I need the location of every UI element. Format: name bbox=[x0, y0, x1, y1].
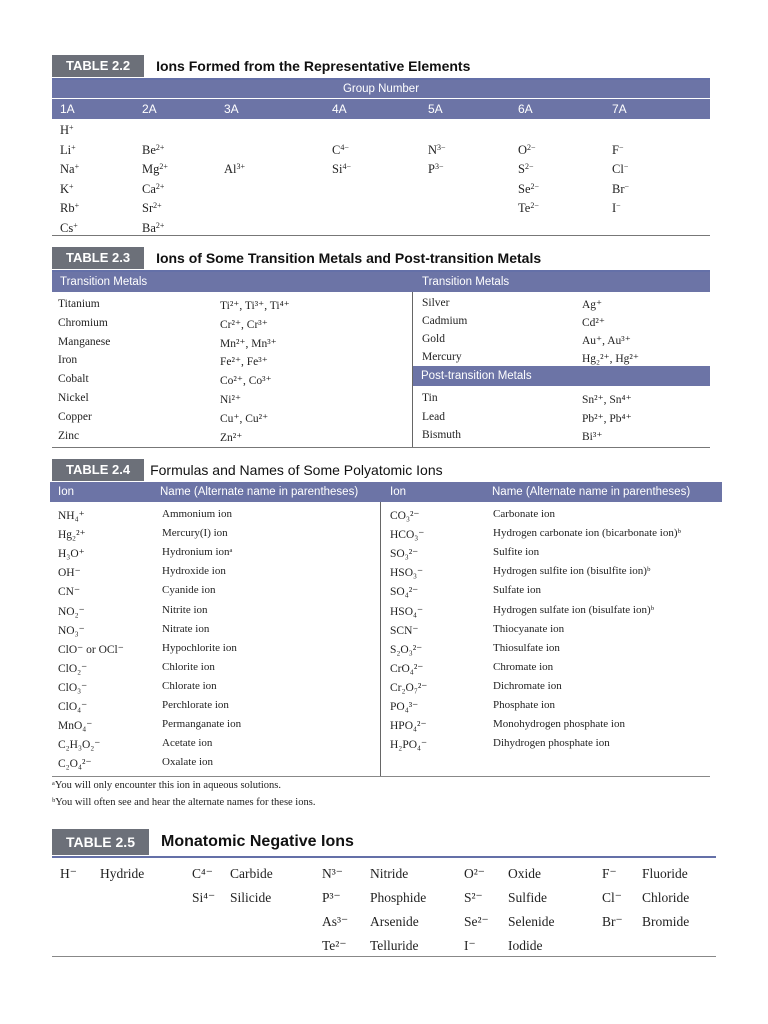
element-symbol: P bbox=[428, 162, 435, 177]
table-2-2-title-row bbox=[52, 54, 710, 80]
ion-charge: 2+ bbox=[155, 142, 165, 152]
column-header: Name (Alternate name in parentheses) bbox=[492, 486, 691, 498]
ion-cell bbox=[142, 221, 164, 236]
table-2-3 bbox=[52, 246, 710, 448]
metal-ions: Fe²⁺, Fe³⁺ bbox=[220, 356, 268, 369]
element-symbol: Al bbox=[224, 162, 237, 177]
ion-name: Mercury(I) ion bbox=[162, 527, 228, 540]
ion-name: Hydrogen sulfate ion (bisulfate ion)ᵇ bbox=[493, 603, 655, 616]
column-header: Name (Alternate name in parentheses) bbox=[160, 486, 359, 498]
group-columns-header bbox=[52, 99, 710, 119]
ion-cell bbox=[60, 162, 79, 177]
transition-metals-header bbox=[52, 272, 710, 292]
element-symbol: N bbox=[428, 142, 438, 157]
metal-name: Cobalt bbox=[58, 373, 89, 386]
ion-formula: MnO₄⁻ bbox=[58, 720, 93, 733]
metal-name: Copper bbox=[58, 410, 92, 423]
ion-formula: H₂PO₄⁻ bbox=[390, 739, 428, 752]
group-column-1a: 1A bbox=[60, 102, 75, 116]
ion-charge: 3− bbox=[434, 162, 444, 172]
element-symbol: K bbox=[60, 181, 70, 196]
ion-formula: HPO₄²⁻ bbox=[390, 720, 427, 733]
metal-ions: Cu⁺, Cu²⁺ bbox=[220, 412, 269, 425]
group-column-4a: 4A bbox=[332, 102, 347, 116]
table-2-3-title-row bbox=[52, 246, 710, 272]
ion-symbol: O²⁻ bbox=[464, 866, 485, 881]
table-2-5-title-row bbox=[52, 828, 716, 858]
ion-name: Nitrate ion bbox=[162, 622, 210, 635]
ion-symbol: S²⁻ bbox=[464, 890, 483, 905]
element-symbol: O bbox=[518, 142, 528, 157]
ion-charge: 3− bbox=[437, 142, 446, 152]
ion-cell bbox=[142, 162, 168, 177]
ion-name: Hypochlorite ion bbox=[162, 641, 237, 654]
ion-formula: OH⁻ bbox=[58, 567, 81, 580]
ion-symbol: P³⁻ bbox=[322, 890, 341, 905]
ion-name: Chromate ion bbox=[493, 660, 554, 673]
element-symbol: Ca bbox=[142, 181, 156, 196]
group-column-7a: 7A bbox=[612, 102, 627, 116]
group-column-2a: 2A bbox=[142, 102, 157, 116]
ion-formula: H₃O⁺ bbox=[58, 548, 85, 561]
element-symbol: Cl bbox=[612, 162, 624, 177]
ion-cell bbox=[60, 182, 74, 197]
element-symbol: Cs bbox=[60, 221, 74, 235]
element-symbol: Te bbox=[518, 201, 531, 216]
metal-name: Cadmium bbox=[422, 315, 468, 327]
element-symbol: Na bbox=[60, 162, 75, 177]
ion-name: Bromide bbox=[642, 914, 690, 929]
ion-name: Phosphide bbox=[370, 890, 427, 905]
ion-charge: + bbox=[69, 123, 74, 132]
ion-name: Hydrogen carbonate ion (bicarbonate ion)ᵇ bbox=[493, 527, 681, 540]
table-2-4-header bbox=[50, 482, 722, 502]
ion-symbol: Te²⁻ bbox=[322, 938, 347, 953]
ion-charge: − bbox=[624, 181, 630, 191]
table-2-5-body bbox=[52, 858, 716, 957]
table-2-4-body bbox=[52, 502, 710, 777]
metal-name: Zinc bbox=[58, 429, 80, 442]
metal-ions: Mn²⁺, Mn³⁺ bbox=[220, 337, 277, 350]
ion-name: Oxalate ion bbox=[162, 756, 214, 769]
ion-name: Oxide bbox=[508, 866, 541, 881]
ion-charge: + bbox=[69, 181, 74, 191]
table-badge: TABLE 2.4 bbox=[52, 459, 144, 481]
group-number-label: Group Number bbox=[342, 83, 420, 95]
ion-symbol: Si⁴⁻ bbox=[192, 890, 216, 905]
footnote-a: ᵃYou will only encounter this ion in aqueous solutions. bbox=[52, 780, 282, 791]
ion-formula: SO₄²⁻ bbox=[390, 586, 419, 599]
table-2-4 bbox=[52, 458, 710, 818]
ion-name: Thiocyanate ion bbox=[493, 622, 565, 635]
ion-formula: ClO₃⁻ bbox=[58, 681, 88, 694]
ion-formula: SO₃²⁻ bbox=[390, 548, 419, 561]
metal-name: Manganese bbox=[58, 335, 111, 348]
element-symbol: Ba bbox=[142, 221, 156, 235]
ion-name: Sulfite ion bbox=[493, 546, 540, 559]
ion-name: Hydrogen sulfite ion (bisulfite ion)ᵇ bbox=[493, 565, 651, 578]
ion-name: Chlorate ion bbox=[162, 679, 217, 692]
footnote-b: ᵇYou will often see and hear the alternate names for these ions. bbox=[52, 797, 316, 808]
ion-name: Thiosulfate ion bbox=[493, 641, 560, 654]
right-header: Transition Metals bbox=[422, 276, 510, 288]
metal-ions: Co²⁺, Co³⁺ bbox=[220, 375, 272, 388]
ion-name: Selenide bbox=[508, 914, 555, 929]
table-badge: TABLE 2.5 bbox=[52, 829, 149, 855]
table-badge: TABLE 2.3 bbox=[52, 247, 144, 269]
ion-cell bbox=[332, 143, 349, 158]
table-2-3-body bbox=[52, 292, 710, 448]
table-title: Ions of Some Transition Metals and Post-transition Metals bbox=[156, 250, 542, 266]
ion-charge: 2+ bbox=[155, 181, 165, 191]
ion-formula: SCN⁻ bbox=[390, 624, 419, 637]
ion-symbol: Cl⁻ bbox=[602, 890, 622, 905]
element-symbol: Rb bbox=[60, 201, 75, 216]
ion-formula: ClO⁻ or OCl⁻ bbox=[58, 643, 124, 656]
ion-formula: ClO₄⁻ bbox=[58, 701, 88, 713]
ion-formula: HSO₄⁻ bbox=[390, 605, 424, 618]
metal-ions: Bi³⁺ bbox=[582, 431, 603, 443]
table-2-2-body bbox=[52, 119, 710, 237]
ion-name: Arsenide bbox=[370, 914, 419, 929]
metal-name: Mercury bbox=[422, 351, 462, 363]
metal-ions: Ti²⁺, Ti³⁺, Ti⁴⁺ bbox=[220, 300, 290, 312]
ion-formula: HSO₃⁻ bbox=[390, 567, 424, 580]
ion-charge: 2+ bbox=[159, 162, 168, 172]
ion-name: Nitride bbox=[370, 866, 409, 881]
ion-charge: − bbox=[618, 142, 624, 152]
ion-charge: + bbox=[73, 221, 78, 230]
table-title: Ions Formed from the Representative Elements bbox=[156, 58, 471, 74]
ion-formula: CO₃²⁻ bbox=[390, 510, 420, 522]
metal-ions: Zn²⁺ bbox=[220, 431, 243, 444]
ion-name: Perchlorate ion bbox=[162, 699, 229, 711]
element-symbol: Mg bbox=[142, 162, 160, 177]
element-symbol: Si bbox=[332, 162, 343, 177]
ion-symbol: F⁻ bbox=[602, 866, 617, 881]
ion-name: Chloride bbox=[642, 890, 690, 905]
table-2-2 bbox=[52, 54, 710, 236]
left-header: Transition Metals bbox=[60, 276, 148, 288]
ion-name: Hydride bbox=[100, 866, 145, 881]
ion-symbol: C⁴⁻ bbox=[192, 866, 213, 881]
metal-name: Iron bbox=[58, 354, 78, 367]
element-symbol: C bbox=[332, 142, 341, 157]
metal-ions: Pb²⁺, Pb⁴⁺ bbox=[582, 412, 632, 425]
table-title: Formulas and Names of Some Polyatomic Ions bbox=[150, 462, 443, 478]
metal-name: Gold bbox=[422, 333, 445, 345]
ion-formula: CrO₄²⁻ bbox=[390, 662, 424, 675]
ion-formula: C₂H₃O₂⁻ bbox=[58, 739, 101, 752]
element-symbol: Be bbox=[142, 142, 156, 157]
ion-charge: − bbox=[623, 162, 629, 172]
ion-formula: NO₃⁻ bbox=[58, 624, 85, 637]
ion-name: Chlorite ion bbox=[162, 660, 215, 673]
ion-cell bbox=[60, 201, 79, 216]
ion-name: Monohydrogen phosphate ion bbox=[493, 718, 625, 731]
ion-formula: Hg₂²⁺ bbox=[58, 529, 86, 542]
ion-cell bbox=[142, 143, 164, 158]
ion-cell bbox=[518, 143, 536, 158]
element-symbol: F bbox=[612, 142, 619, 157]
ion-cell bbox=[142, 201, 162, 216]
metal-name: Bismuth bbox=[422, 429, 461, 441]
metal-ions: Sn²⁺, Sn⁴⁺ bbox=[582, 394, 632, 406]
element-symbol: Se bbox=[518, 181, 531, 196]
group-number-header bbox=[52, 80, 710, 99]
ion-name: Phosphate ion bbox=[493, 699, 556, 711]
ion-symbol: H⁻ bbox=[60, 866, 77, 881]
ion-name: Ammonium ion bbox=[162, 508, 232, 520]
element-symbol: H bbox=[60, 123, 70, 137]
ion-cell bbox=[428, 162, 443, 177]
table-2-5 bbox=[52, 828, 716, 956]
ion-charge: 2+ bbox=[153, 201, 162, 211]
ion-formula: Cr₂O₇²⁻ bbox=[390, 681, 428, 694]
ion-symbol: Se²⁻ bbox=[464, 914, 489, 929]
ion-charge: 3+ bbox=[236, 162, 246, 172]
ion-name: Iodide bbox=[508, 938, 543, 953]
ion-cell bbox=[60, 123, 74, 138]
ion-cell bbox=[612, 201, 621, 216]
ion-name: Hydronium ionᵃ bbox=[162, 546, 233, 559]
ion-name: Sulfate ion bbox=[493, 584, 541, 597]
post-header-label: Post-transition Metals bbox=[421, 370, 532, 382]
table-title: Monatomic Negative Ions bbox=[160, 833, 354, 850]
ion-charge: 4− bbox=[340, 142, 349, 152]
group-column-6a: 6A bbox=[518, 102, 533, 116]
ion-name: Permanganate ion bbox=[162, 718, 242, 731]
ion-formula: NH₄⁺ bbox=[58, 510, 85, 522]
element-symbol: I bbox=[612, 201, 617, 216]
column-header: Ion bbox=[390, 486, 406, 498]
ion-cell bbox=[518, 201, 539, 216]
ion-name: Acetate ion bbox=[162, 737, 213, 750]
ion-name: Silicide bbox=[230, 890, 272, 905]
ion-symbol: I⁻ bbox=[464, 938, 476, 953]
metal-ions: Ni²⁺ bbox=[220, 394, 242, 406]
ion-formula: NO₂⁻ bbox=[58, 605, 85, 618]
post-transition-header bbox=[413, 366, 710, 386]
group-column-5a: 5A bbox=[428, 102, 443, 116]
ion-symbol: N³⁻ bbox=[322, 866, 343, 881]
ion-charge: 2− bbox=[530, 201, 539, 211]
table-2-4-title-row bbox=[52, 458, 710, 482]
element-symbol: Br bbox=[612, 181, 625, 196]
column-header: Ion bbox=[58, 486, 74, 498]
element-symbol: S bbox=[518, 162, 525, 177]
ion-name: Telluride bbox=[370, 938, 419, 953]
ion-symbol: Br⁻ bbox=[602, 914, 623, 929]
metal-ions: Cd²⁺ bbox=[582, 317, 605, 329]
ion-symbol: As³⁻ bbox=[322, 914, 349, 929]
ion-name: Hydroxide ion bbox=[162, 565, 226, 578]
ion-cell bbox=[612, 182, 629, 197]
metal-name: Titanium bbox=[58, 298, 100, 310]
table-badge: TABLE 2.2 bbox=[52, 55, 144, 77]
ion-cell bbox=[612, 143, 623, 158]
element-symbol: Sr bbox=[142, 201, 154, 216]
ion-formula: S₂O₃²⁻ bbox=[390, 643, 423, 656]
ion-charge: + bbox=[74, 162, 80, 172]
ion-charge: + bbox=[74, 201, 80, 211]
element-symbol: Li bbox=[60, 142, 72, 157]
group-column-3a: 3A bbox=[224, 102, 239, 116]
ion-formula: ClO₂⁻ bbox=[58, 662, 88, 675]
ion-name: Fluoride bbox=[642, 866, 688, 881]
ion-name: Cyanide ion bbox=[162, 584, 216, 597]
metal-ions: Hg₂²⁺, Hg²⁺ bbox=[582, 353, 639, 365]
metal-name: Silver bbox=[422, 297, 450, 309]
metal-name: Chromium bbox=[58, 316, 108, 329]
metal-ions: Ag⁺ bbox=[582, 299, 603, 311]
ion-name: Dihydrogen phosphate ion bbox=[493, 737, 610, 750]
ion-charge: + bbox=[71, 142, 76, 152]
ion-cell bbox=[428, 143, 446, 158]
ion-name: Nitrite ion bbox=[162, 603, 208, 616]
metal-ions: Cr²⁺, Cr³⁺ bbox=[220, 318, 268, 331]
ion-cell bbox=[518, 182, 539, 197]
metal-name: Nickel bbox=[58, 392, 89, 404]
ion-formula: HCO₃⁻ bbox=[390, 529, 425, 542]
metal-name: Lead bbox=[422, 410, 445, 423]
ion-formula: PO₄³⁻ bbox=[390, 701, 419, 713]
ion-charge: 2− bbox=[524, 162, 534, 172]
ion-charge: 4− bbox=[342, 162, 351, 172]
ion-formula: CN⁻ bbox=[58, 586, 81, 599]
ion-charge: 2− bbox=[527, 142, 536, 152]
ion-cell bbox=[60, 143, 76, 158]
metal-name: Tin bbox=[422, 392, 438, 404]
ion-name: Carbonate ion bbox=[493, 508, 556, 520]
ion-charge: 2− bbox=[530, 181, 540, 191]
ion-name: Sulfide bbox=[508, 890, 547, 905]
ion-charge: − bbox=[616, 201, 621, 211]
ion-charge: 2+ bbox=[155, 221, 165, 230]
ion-cell bbox=[332, 162, 351, 177]
ion-cell bbox=[518, 162, 533, 177]
ion-cell bbox=[612, 162, 628, 177]
ion-formula: C₂O₄²⁻ bbox=[58, 758, 92, 771]
ion-cell bbox=[60, 221, 78, 236]
ion-name: Dichromate ion bbox=[493, 679, 562, 692]
ion-name: Carbide bbox=[230, 866, 273, 881]
ion-cell bbox=[224, 162, 245, 177]
ion-cell bbox=[142, 182, 164, 197]
metal-ions: Au⁺, Au³⁺ bbox=[582, 335, 631, 347]
